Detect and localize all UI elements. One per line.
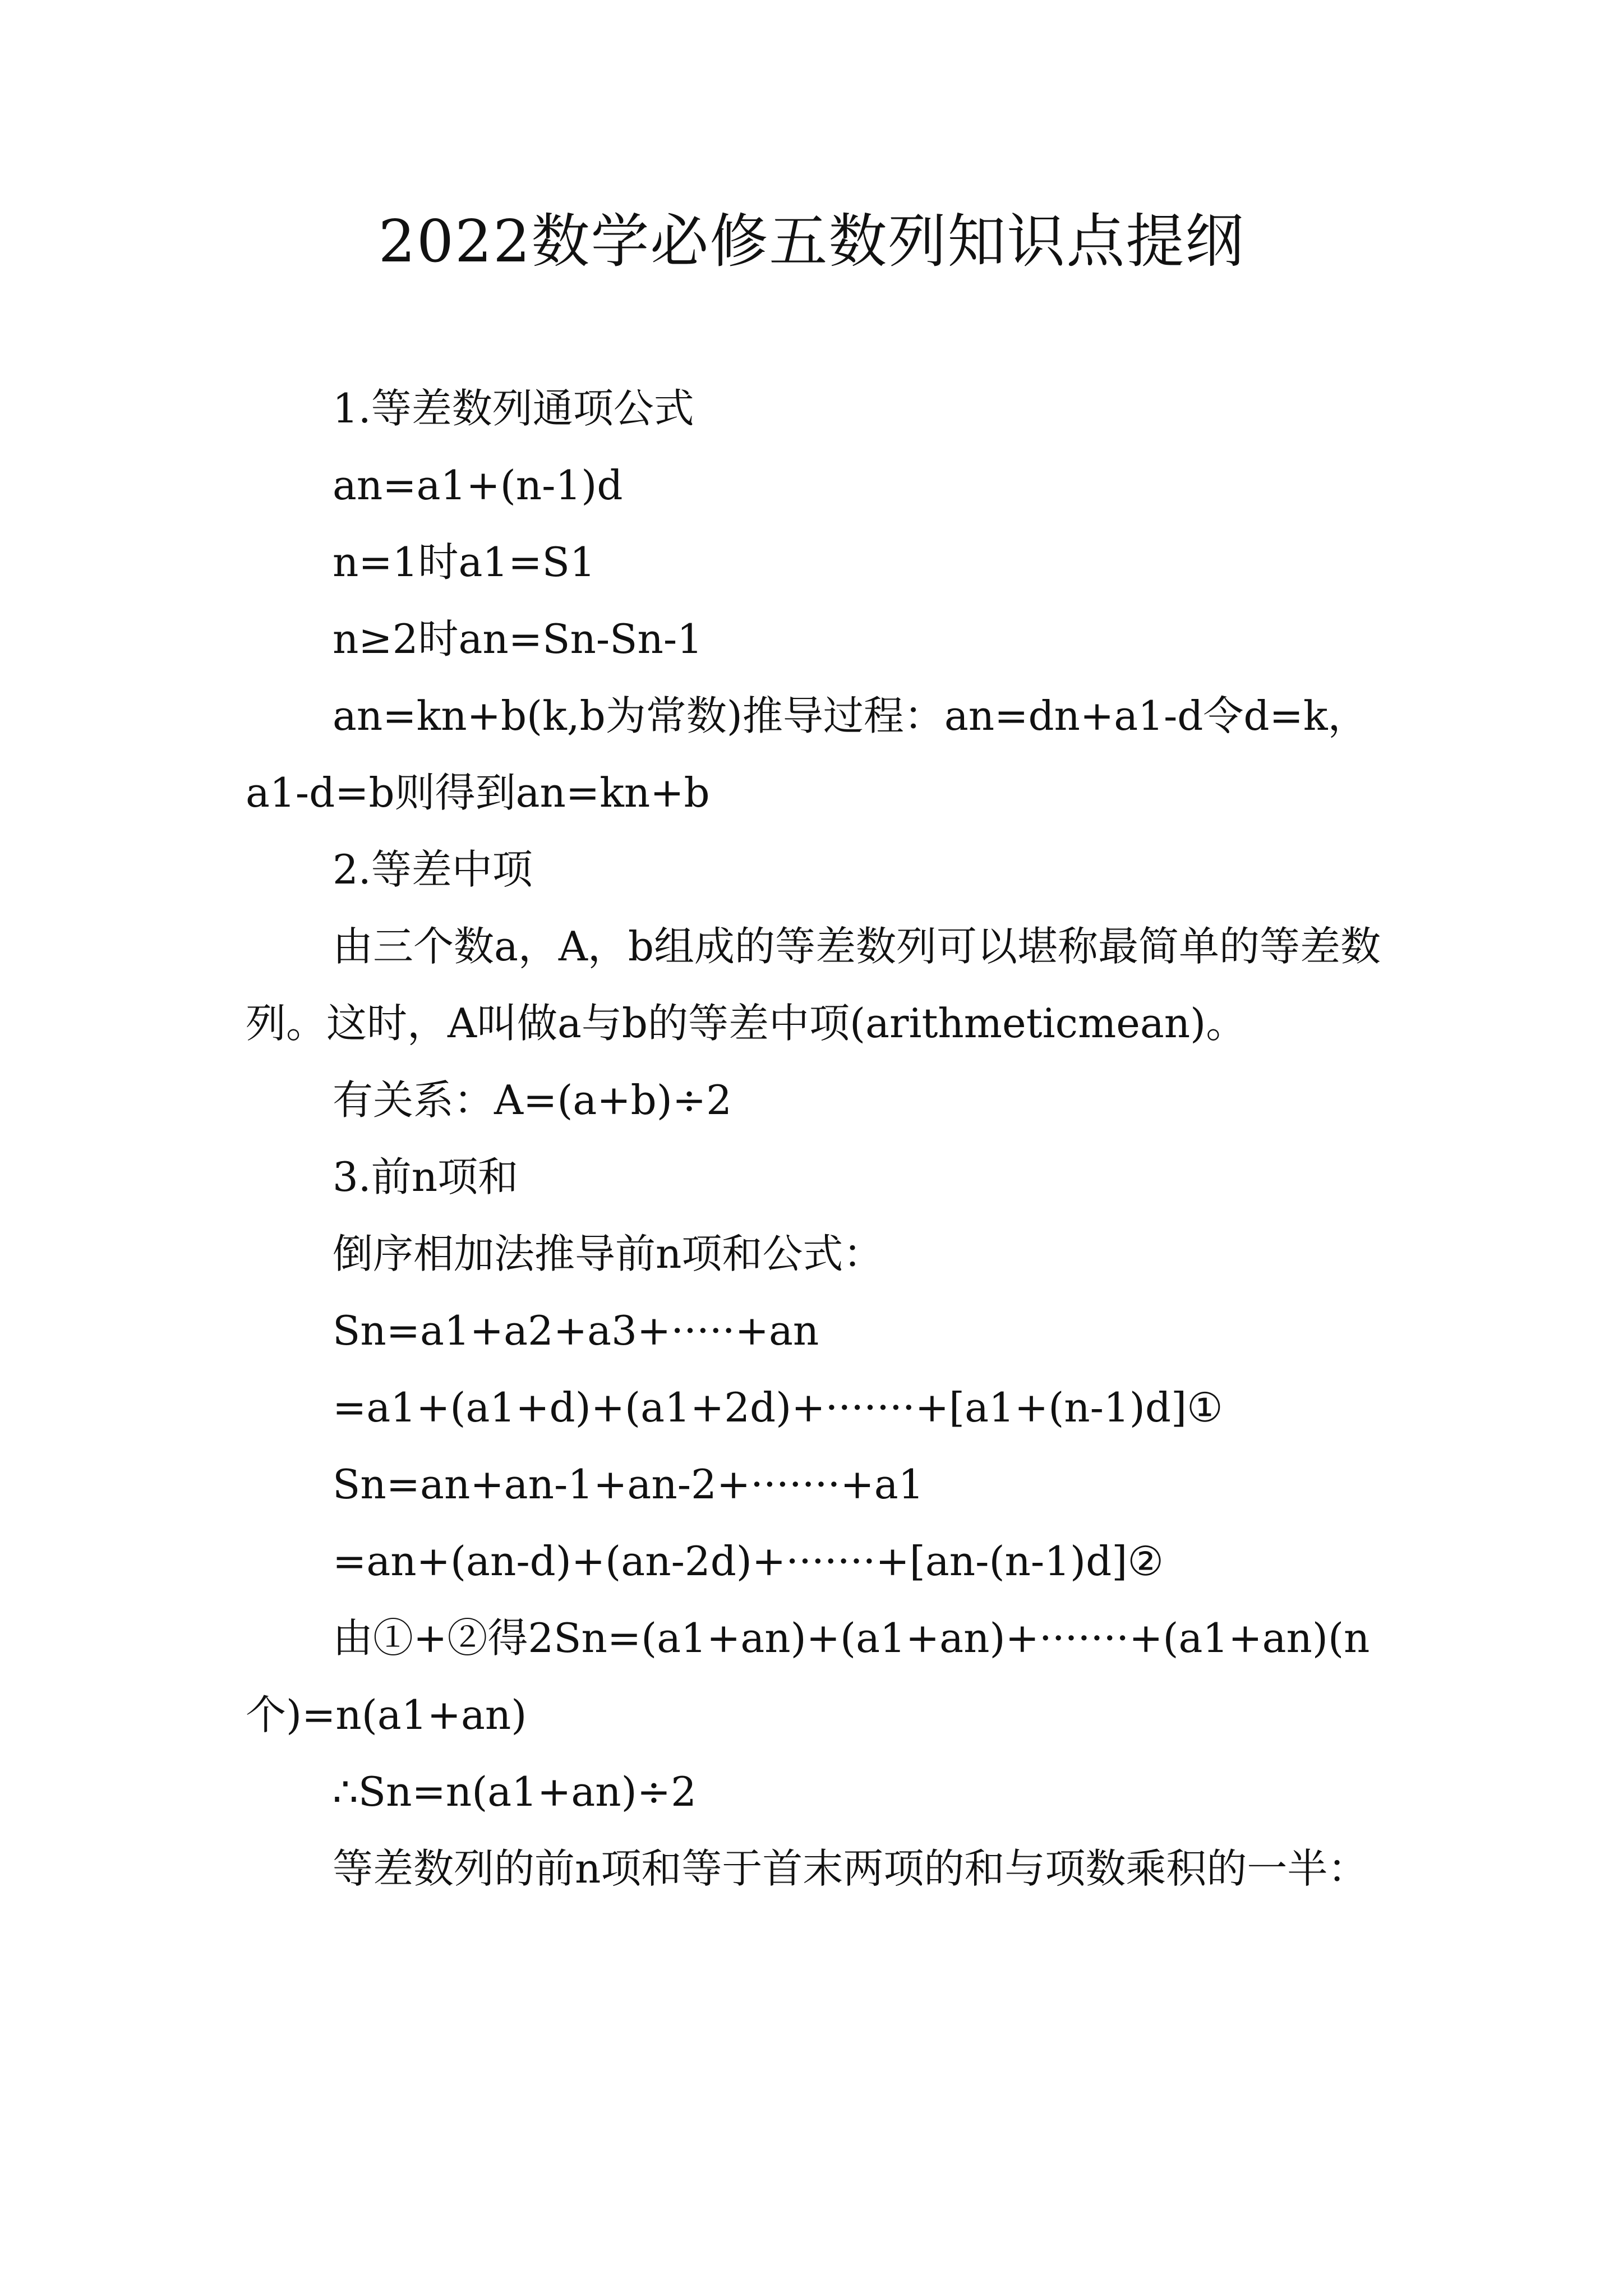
paragraph: 3.前n项和 bbox=[333, 1153, 519, 1200]
paragraph: 倒序相加法推导前n项和公式： bbox=[333, 1230, 884, 1277]
paragraph: n≥2时an=Sn-Sn-1 bbox=[333, 615, 703, 662]
paragraph: Sn=an+an-1+an-2+·······+a1 bbox=[333, 1461, 924, 1508]
document-body bbox=[246, 370, 1382, 1907]
paragraph: 等差数列的前n项和等于首末两项的和与项数乘积的一半： bbox=[333, 1845, 1368, 1892]
paragraph: n=1时a1=S1 bbox=[333, 539, 596, 586]
paragraph: an=a1+(n-1)d bbox=[333, 462, 623, 509]
paragraph: =a1+(a1+d)+(a1+2d)+·······+[a1+(n-1)d]① bbox=[333, 1384, 1223, 1431]
paragraph: Sn=a1+a2+a3+·····+an bbox=[333, 1307, 819, 1354]
paragraph: 1.等差数列通项公式 bbox=[333, 385, 694, 432]
paragraph: =an+(an-d)+(an-2d)+·······+[an-(n-1)d]② bbox=[333, 1538, 1164, 1585]
paragraph: ∴Sn=n(a1+an)÷2 bbox=[333, 1768, 697, 1815]
paragraph: 由①+②得2Sn=(a1+an)+(a1+an)+·······+(a1+an)(n个)=n(a1+an) bbox=[246, 1614, 1370, 1738]
paragraph: 2.等差中项 bbox=[333, 846, 533, 893]
paragraph: 有关系：A=(a+b)÷2 bbox=[333, 1076, 732, 1124]
document-title: 2022数学必修五数列知识点提纲 bbox=[378, 207, 1245, 275]
paragraph: an=kn+b(k,b为常数)推导过程：an=dn+a1-d令d=k，a1-d=b则得到an=kn+b bbox=[246, 692, 1368, 816]
paragraph: 由三个数a，A，b组成的等差数列可以堪称最简单的等差数列。这时，A叫做a与b的等差中项(arithmeticmean)。 bbox=[246, 923, 1381, 1047]
